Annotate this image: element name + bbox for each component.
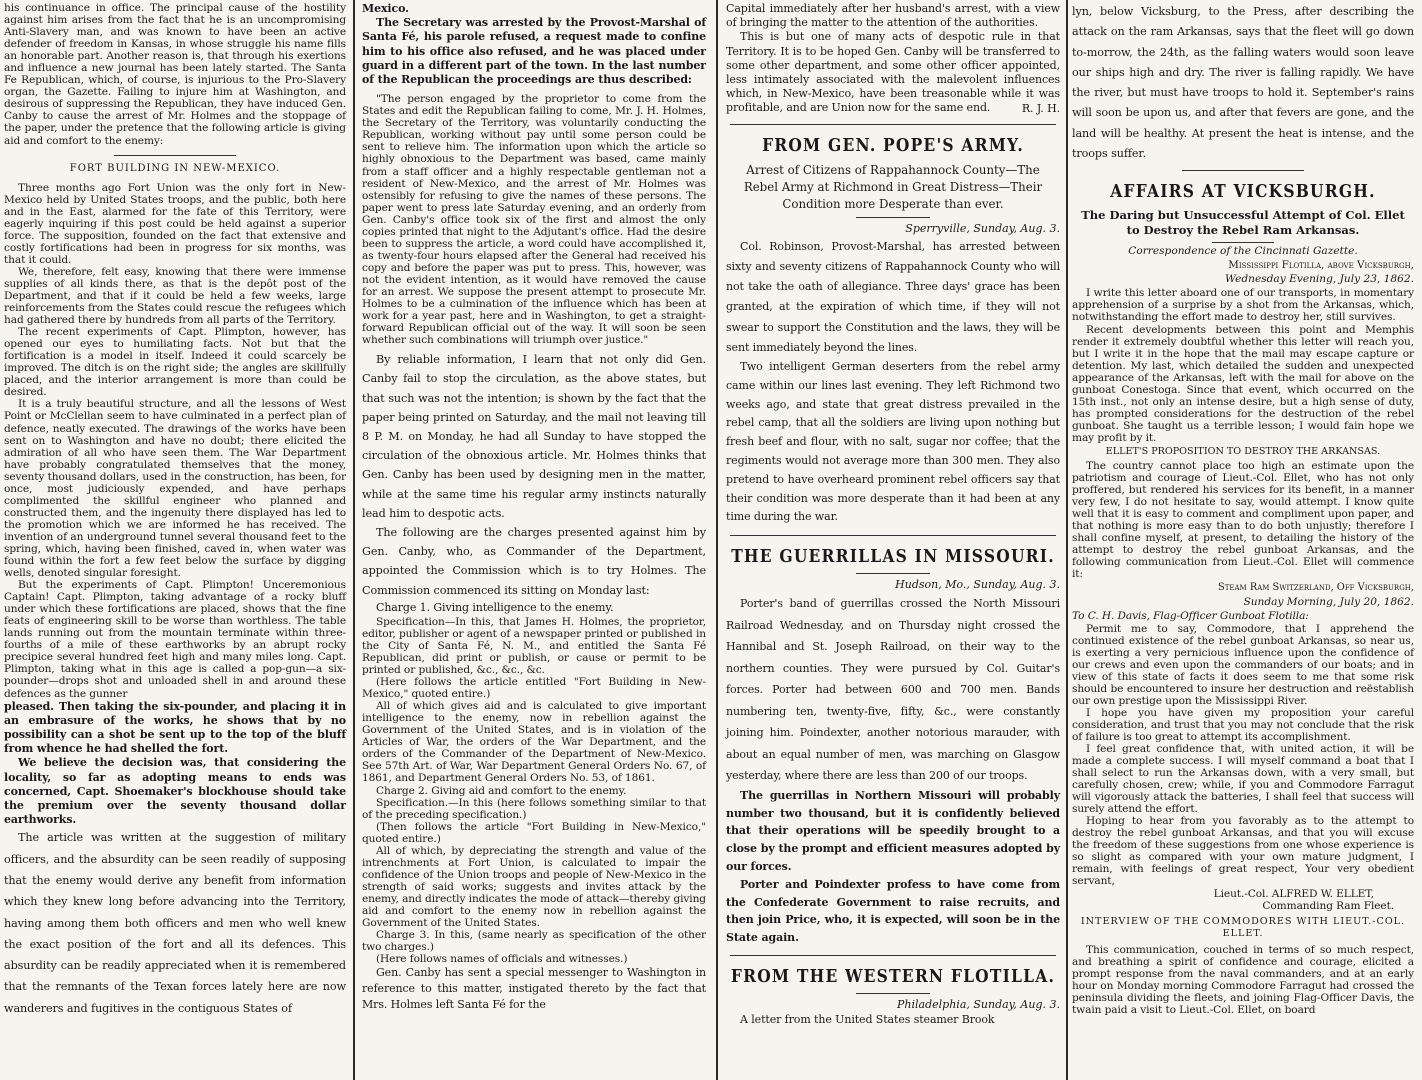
paragraph: Col. Robinson, Provost-Marshal, has arrested between sixty and seventy citizens of Rappahannock County who will not take the oath of allegiance. Three days' grace has been granted, at the expiration of which time, if they will not swear to support the Constitution and the laws, they will be sent immediately beyond the lines. [726,239,1060,354]
divider [730,955,1056,956]
paragraph: his continuance in office. The principal cause of the hostility against him arises from the fact that he is an uncompromising Anti-Slavery man, and was known to have been an active defender of freedom in Kansas, in whose struggle his name fills an honorable part. Another reason is, that through his exertions and influence a new journal has been lately started. The Santa Fe Republican, which, of course, is injurious to the Pro-Slavery organ, the Gazette. Failing to injure him at Washington, and desirous of suppressing the Republican, they have induced Gen. Canby to cause the arrest of Mr. Holmes and the stoppage of the paper, under the pretence that the following article is giving aid and comfort to the enemy: [4,2,346,147]
paragraph: The country cannot place too high an estimate upon the patriotism and courage of Lieut.-Col. Ellet, who has not only proffered, but rendered his services for its benefit, in a manner very few, I do not hesitate to say, would attempt. I know quite well that it is easy to comment and compliment upon paper, and that nothing is more easy than to do both unjustly; therefore I shall confine myself, at present, to detailing the history of the attempt to destroy the rebel gunboat Arkansas, and the following communication from Lieut.-Col. Ellet will commence it: [1072,459,1414,581]
paragraph: Charge 1. Giving intelligence to the enemy. [376,600,614,614]
article-caption: FORT BUILDING IN NEW-MEXICO. [69,162,281,174]
bold-large-section [726,593,1060,947]
divider [856,573,930,574]
paragraph: It is a truly beautiful structure, and all the lessons of West Point or McClellan seem to have culminated in a perfect plan of defence, neatly executed. The drawings of the works have been sent on to Washington and have no doubt; there elicited the admiration of all who have seen them. The War Department have probably congratulated themselves that the money, seventy thousand dollars, used in the construction, has been, for once, most judiciously expended, and have perhaps complimented the skillful engineer who planned and constructed them, and the ingenuity there displayed has led to the promotion which we are informed he has received. The invention of an underground tunnel several thousand feet to the spring, which, having been finished, caved in, when water was found within the fort a few feet below the surface by digging wells, denoted singular foresight. [4,398,346,580]
large-section [4,827,346,1019]
paragraph: Gen. Canby has sent a special messenger to Washington in reference to this matter, instigated thereto by the fact that Mrs. Holmes left Santa Fé for the [362,966,706,1012]
paragraph: The recent experiments of Capt. Plimpton, however, has opened our eyes to humiliating facts. Not but that the fortification is a model in itself. Indeed it could scarcely be improved. The ditch is on the right side; the angles are skillfully placed, and the interior arrangement is more than could be desired. [4,326,346,399]
signature: Lieut.-Col. ALFRED W. ELLET, [1213,887,1374,900]
salutation: To C. H. Davis, Flag-Officer Gunboat Flotilla: [1072,610,1309,623]
correspondence-line: Correspondence of the Cincinnati Gazette. [1128,245,1358,258]
large-section [726,237,1060,527]
date-line: Wednesday Evening, July 23, 1862. [1225,273,1414,286]
date-line: Sunday Morning, July 20, 1862. [1243,596,1414,609]
paragraph: Recent developments between this point and Memphis render it extremely doubtful whether this letter will reach you, but I write it in the hope that the mail may escape capture or detention. My last, which detailed the sudden and unexpected appearance of the Arkansas, left with the mail for above on the gunboat Conestoga. Since that event, which occurred on the 15th inst., not only an intense desire, but a high sense of duty, has prompted considerations for the destruction of the rebel gunboat. She taught us a terrible lesson; I would fain hope we may profit by it. [1072,323,1414,444]
paragraph: The guerrillas in Northern Missouri will probably number two thousand, but it is confidently believed that their operations will be speedily brought to a close by the prompt and efficient measures adopted by our forces. [726,788,1060,873]
paragraph: I write this letter aboard one of our transports, in momentary apprehension of a surprise by a shot from the Arkansas, which, notwithstanding the effort made to destroy her, still survives. [1072,287,1414,324]
divider [856,217,930,218]
paragraph: Specification.—In this (here follows something similar to that of the preceding specification.) [362,796,706,821]
divider [1182,170,1304,171]
bold-section [4,700,346,828]
paragraph: Charge 3. In this, (same nearly as specification of the other two charges.) [362,929,706,954]
section-caption: ELLET'S PROPOSITION TO DESTROY THE ARKANSAS. [1105,445,1381,457]
paragraph: Specification—In this, that James H. Holmes, the proprietor, editor, publisher or agent of a newspaper printed or published in the City of Santa Fé, N. M., and entitled the Santa Fé Republican, did print or publish, or cause or permit to be printed or published, &c., &c., &c. [362,615,706,677]
paragraph: We believe the decision was, that considering the locality, so far as adopting means to ends was concerned, Capt. Shoemaker's blockhouse should take the premium over the seventy thousand dollar earthworks. [4,756,346,827]
paragraph: Mexico. [362,2,409,15]
paragraph: The article was written at the suggestion of military officers, and the absurdity can be seen readily of supposing that the enemy would derive any benefit from information which they knew long before advancing into the Territory, having among them both officers and men who well knew the exact position of the fort and all its defences. This absurdity can be readily appreciated when it is remembered that the remnants of the Texan forces lately here are now wanderers and fugitives in the contiguous States of [4,831,346,1015]
paragraph: By reliable information, I learn that not only did Gen. Canby fail to stop the circulation, as the above states, but that such was not the intention; is shown by the fact that the paper being printed on Saturday, and the mail not leaving till 8 P. M. on Monday, he had all Sunday to have stopped the circulation of the obnoxious article. Mr. Holmes thinks that Gen. Canby has been used by designing men in the matter, while at the same time his regular army instincts naturally lead him to despotic acts. [362,353,706,520]
paragraph: The Secretary was arrested by the Provost-Marshal of Santa Fé, his parole refused, a request made to confine him to his office also refused, and he was placed under guard in a different part of the town. In the last number of the Republican the proceedings are thus described: [362,16,706,87]
paragraph: All of which, by depreciating the strength and value of the intrenchments at Fort Union, is calculated to impair the confidence of the Union troops and people of New-Mexico in the strength of said works; suggests and invites attack by the enemy, and directly indicates the mode of attack—thereby giving aid and comfort to the enemy now in rebellion against the Government of the United States. [362,844,706,930]
paragraph: (Here follows names of officials and witnesses.) [376,953,628,966]
column-3 [722,2,1064,1078]
paragraph: Porter's band of guerrillas crossed the North Missouri Railroad Wednesday, and on Thursday night crossed the Hannibal and St. Joseph Railroad, on their way to the northern counties. They were pursued by Col. Guitar's forces. Porter had between 600 and 700 men. Bands numbering ten, twenty-five, fifty, &c., were constantly joining him. Poindexter, another notorious marauder, with about an equal number of men, was marching on Glasgow yesterday, where there are less than 200 of our troops. [726,597,1060,783]
mid-section [362,965,706,1013]
location-line: Mississippi Flotilla, above Vicksburgh, [1228,259,1414,272]
paragraph: I hope you have given my proposition your careful consideration, and trust that you may not conclude that the risk of failure is too great to attempt its accomplishment. [1072,706,1414,743]
bold-section [362,2,706,87]
dateline: Hudson, Mo., Sunday, Aug. 3. [895,578,1060,592]
column-rule [353,0,355,1080]
paragraph: (Then follows the article "Fort Building in New-Mexico," quoted entire.) [362,820,706,845]
divider [730,535,1056,536]
paragraph: But the experiments of Capt. Plimpton! Unceremonious Captain! Capt. Plimpton, taking advantage of a rocky bluff under which these fortifications are placed, shows that the fine feats of engineering skill to be worse than worthless. The table lands running out from the mountain terminate within three-fourths of a mile of these earthworks by an abrupt rocky precipice several hundred feet high and many miles long. Capt. Plimpton, taking what in this age is called a pop-gun—a six-pounder—drops shot and unloaded shell in and around these defences as the gunner [4,579,346,700]
large-section [362,350,706,600]
large-section [1072,2,1414,164]
headline-popes-army: FROM GEN. POPE'S ARMY. [762,133,1024,156]
column-rule [716,0,718,1080]
paragraph: Porter and Poindexter profess to have come from the Confederate Government to raise recruits, and then join Price, who, it is expected, will soon be in the State again. [726,877,1060,945]
paragraph: pleased. Then taking the six-pounder, and placing it in an embrasure of the works, he shows that by no possibility can a shot be sent up to the top of the bluff from whence he had shelled the fort. [4,699,346,756]
headline-guerrillas: THE GUERRILLAS IN MISSOURI. [731,544,1055,567]
dateline: Sperryville, Sunday, Aug. 3. [905,221,1060,235]
paragraph: The following are the charges presented against him by Gen. Canby, who, as Commander of the Department, appointed the Commission which is to try Holmes. The Commission commenced its sitting on Monday last: [362,526,706,597]
paragraph: All of which gives aid and is calculated to give important intelligence to the enemy, now in rebellion against the Government of the United States, and is in violation of the Articles of War, the orders of the War Department, and the orders of the Commander of the Department of New-Mexico. See 57th Art. of War, War Department General Orders No. 67, of 1861, and Department General Orders No. 53, of 1861. [362,700,706,785]
signature: Commanding Ram Fleet. [1262,899,1394,912]
paragraph: "The person engaged by the proprietor to come from the States and edit the Republican failing to come, Mr. J. H. Holmes, the Secretary of the Territory, was voluntarily conducting the Republican, working without pay until some person could be sent to relieve him. The information upon which the article so highly obnoxious to the Department was based, came mainly from a staff officer and a highly respectable gentleman not a resident of New-Mexico, and the arrest of Mr. Holmes was ostensibly for refusing to give the names of these persons. The paper went to press late Saturday evening, and an orderly from Gen. Canby's office took six of the first and almost the only copies printed that night to the Adjutant's office. Had the desire been to suppress the article, a word could have accomplished it, as twenty-four hours elapsed after the General had received his copy and before the paper was put to press. This, however, was not the evident intention, as it would have removed the cause for an arrest. We suppose the present attempt to prosecute Mr. Holmes to be a culmination of the influence which has been at work for a year past, here and in Washington, to get a straight-forward Republican official out of the way. It will soon be seen whether such combinations will triumph over justice." [362,93,706,347]
paragraph: Charge 2. Giving aid and comfort to the enemy. [376,784,627,797]
section-caption: INTERVIEW OF THE COMMODORES WITH LIEUT.-COL. ELLET. [1080,915,1406,939]
column-4 [1068,2,1418,1078]
divider [114,155,236,156]
divider [730,124,1056,125]
signature: R. J. H. [1021,101,1060,115]
large-section [726,1013,1060,1027]
dateline: Philadelphia, Sunday, Aug. 3. [897,997,1060,1011]
divider [1212,242,1274,243]
paragraph: I feel great confidence that, with united action, it will be made a complete success. I will myself command a boat that I shall select to run the Arkansas down, with a very small, but carefully chosen, crew; while, if you and Commodore Farragut will vigorously attack the batteries, I shall feel that success will surely attend the effort. [1072,742,1414,816]
paragraph: Two intelligent German deserters from the rebel army came within our lines last evening. They left Richmond two weeks ago, and state that great distress prevailed in the rebel camp, that all the soldiers are living upon nothing but fresh beef and flour, with no salt, sugar nor coffee; that the regiments would not average more than 300 men. They also pretend to have overheard prominent rebel officers say that their condition was more desperate than it had been at any time during the war. [726,360,1060,524]
paragraph: Permit me to say, Commodore, that I apprehend the continued existence of the rebel gunboat Arkansas, so near us, is exerting a very pernicious influence upon the confidence of our crews and even upon the commanders of our boats; and in view of this state of facts it does seem to me that some risk should be encountered to insure her destruction and reëstablish our own prestige upon the Mississippi River. [1072,622,1414,707]
paragraph: This is but one of many acts of despotic rule in that Territory. It is to be hoped Gen. Canby will be transferred to some other department, and some other officer appointed, less intimately associated with the malevolent influences which, in New-Mexico, have been treasonable while it was profitable, and are Union now for the same end. [726,30,1060,115]
headline-western-flotilla: FROM THE WESTERN FLOTILLA. [730,964,1056,987]
paragraph: lyn, below Vicksburg, to the Press, after describing the attack on the ram Arkansas, says that the fleet will go down to-morrow, the 24th, as the falling waters would soon leave our ships high and dry. The river is falling rapidly. We have the river, but must have troops to hold it. September's rains will soon be upon us, and after that fevers are gone, and the land will be healthy. At present the heat is intense, and the troops suffer. [1072,5,1414,161]
paragraph: This communication, couched in terms of so much respect, and breathing a spirit of confidence and courage, elicited a prompt response from the naval commanders, and at an early hour on Monday morning Commodore Farragut had crossed the peninsula dividing the fleets, and joining Flag-Officer Davis, the twain paid a visit to Lieut.-Col. Ellet, on board [1072,943,1414,1016]
paragraph: (Here follows the article entitled "Fort Building in New-Mexico," quoted entire.) [362,676,706,701]
paragraph: A letter from the United States steamer Brook [740,1012,995,1026]
paragraph: Hoping to hear from you favorably as to the attempt to destroy the rebel gunboat Arkansas, and that you will excuse the freedom of these suggestions from one whose experience is so slight as compared with your own mature judgment, I remain, with feelings of great respect, Your very obedient servant, [1072,815,1414,888]
column-2 [358,2,710,1078]
paragraph: Three months ago Fort Union was the only fort in New-Mexico held by United States troops, and the public, both here and in the East, alarmed for the fate of this Territory, were eagerly inquiring if this post could be held against a superior force. The supposition, founded on the fact that extensive and costly fortifications had been in progress for six months, was that it could. [4,181,346,266]
paragraph: We, therefore, felt easy, knowing that there were immense supplies of all kinds there, as that is the depôt post of the Department, and that if it could be held a few weeks, large reinforcements from the States could rescue the refugees which had gathered there by hundreds from all parts of the Territory. [4,265,346,327]
subheadline: The Daring but Unsuccessful Attempt of Col. Ellet to Destroy the Rebel Ram Arkansas. [1081,208,1405,238]
paragraph: Capital immediately after her husband's arrest, with a view of bringing the matter to the attention of the authorities. [726,2,1060,30]
headline-vicksburgh: AFFAIRS AT VICKSBURGH. [1110,179,1376,202]
column-1 [0,2,350,1078]
divider [856,993,930,994]
subheadline: Arrest of Citizens of Rappahannock County—The Rebel Army at Richmond in Great Distress—Their Condition more Desperate than ever. [743,162,1043,211]
location-line: Steam Ram Switzerland, Off Vicksburgh, [1218,582,1414,594]
